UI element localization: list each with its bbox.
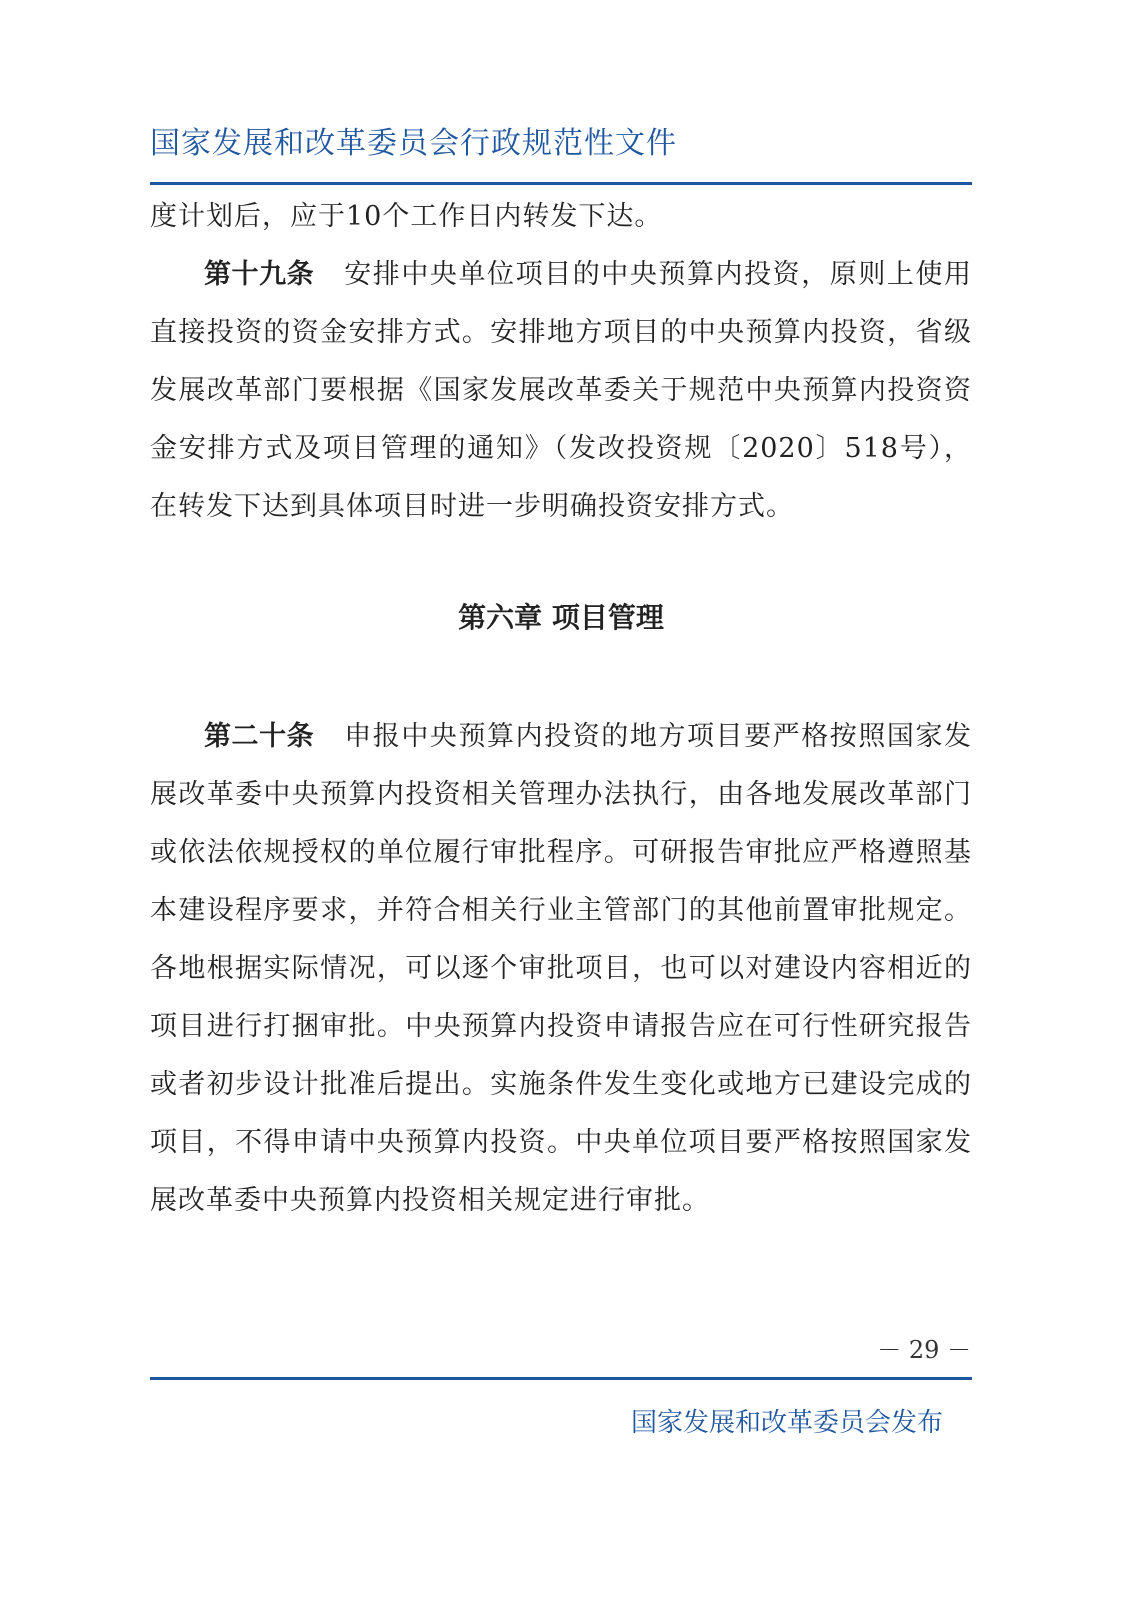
article-19-number: 第十九条: [204, 259, 315, 290]
header-divider: [150, 182, 972, 185]
paragraph-article-19: [150, 246, 972, 536]
page-number: － 29 －: [877, 1336, 971, 1364]
footer-divider: [150, 1377, 972, 1380]
footer-publisher: 国家发展和改革委员会发布: [630, 1408, 943, 1438]
paragraph-continuation: 度计划后，应于10个工作日内转发下达。: [150, 201, 663, 232]
article-19-text: 安排中央单位项目的中央预算内投资，原则上使用直接投资的资金安排方式。安排地方项目的中央预算内投资，省级发展改革部门要根据《国家发展改革委关于规范中央预算内投资资金安排方式及项目管理的通知》（发改投资规〔2020〕518号），在转发下达到具体项目时进一步明确投资安排方式。: [150, 259, 973, 522]
article-20-text: 申报中央预算内投资的地方项目要严格按照国家发展改革委中央预算内投资相关管理办法执行，由各地发展改革部门或依法依规授权的单位履行审批程序。可研报告审批应严格遵照基本建设程序要求，并符合相关行业主管部门的其他前置审批规定。各地根据实际情况，可以逐个审批项目，也可以对建设内容相近的项目进行打捆审批。中央预算内投资申请报告应在可行性研究报告或者初步设计批准后提出。实施条件发生变化或地方已建设完成的项目，不得申请中央预算内投资。中央单位项目要严格按照国家发展改革委中央预算内投资相关规定进行审批。: [150, 721, 973, 1216]
chapter-heading: 第六章 项目管理: [458, 601, 664, 634]
document-header-title: 国家发展和改革委员会行政规范性文件: [150, 126, 677, 161]
article-20-number: 第二十条: [204, 721, 315, 752]
paragraph-article-20: [150, 708, 972, 1230]
